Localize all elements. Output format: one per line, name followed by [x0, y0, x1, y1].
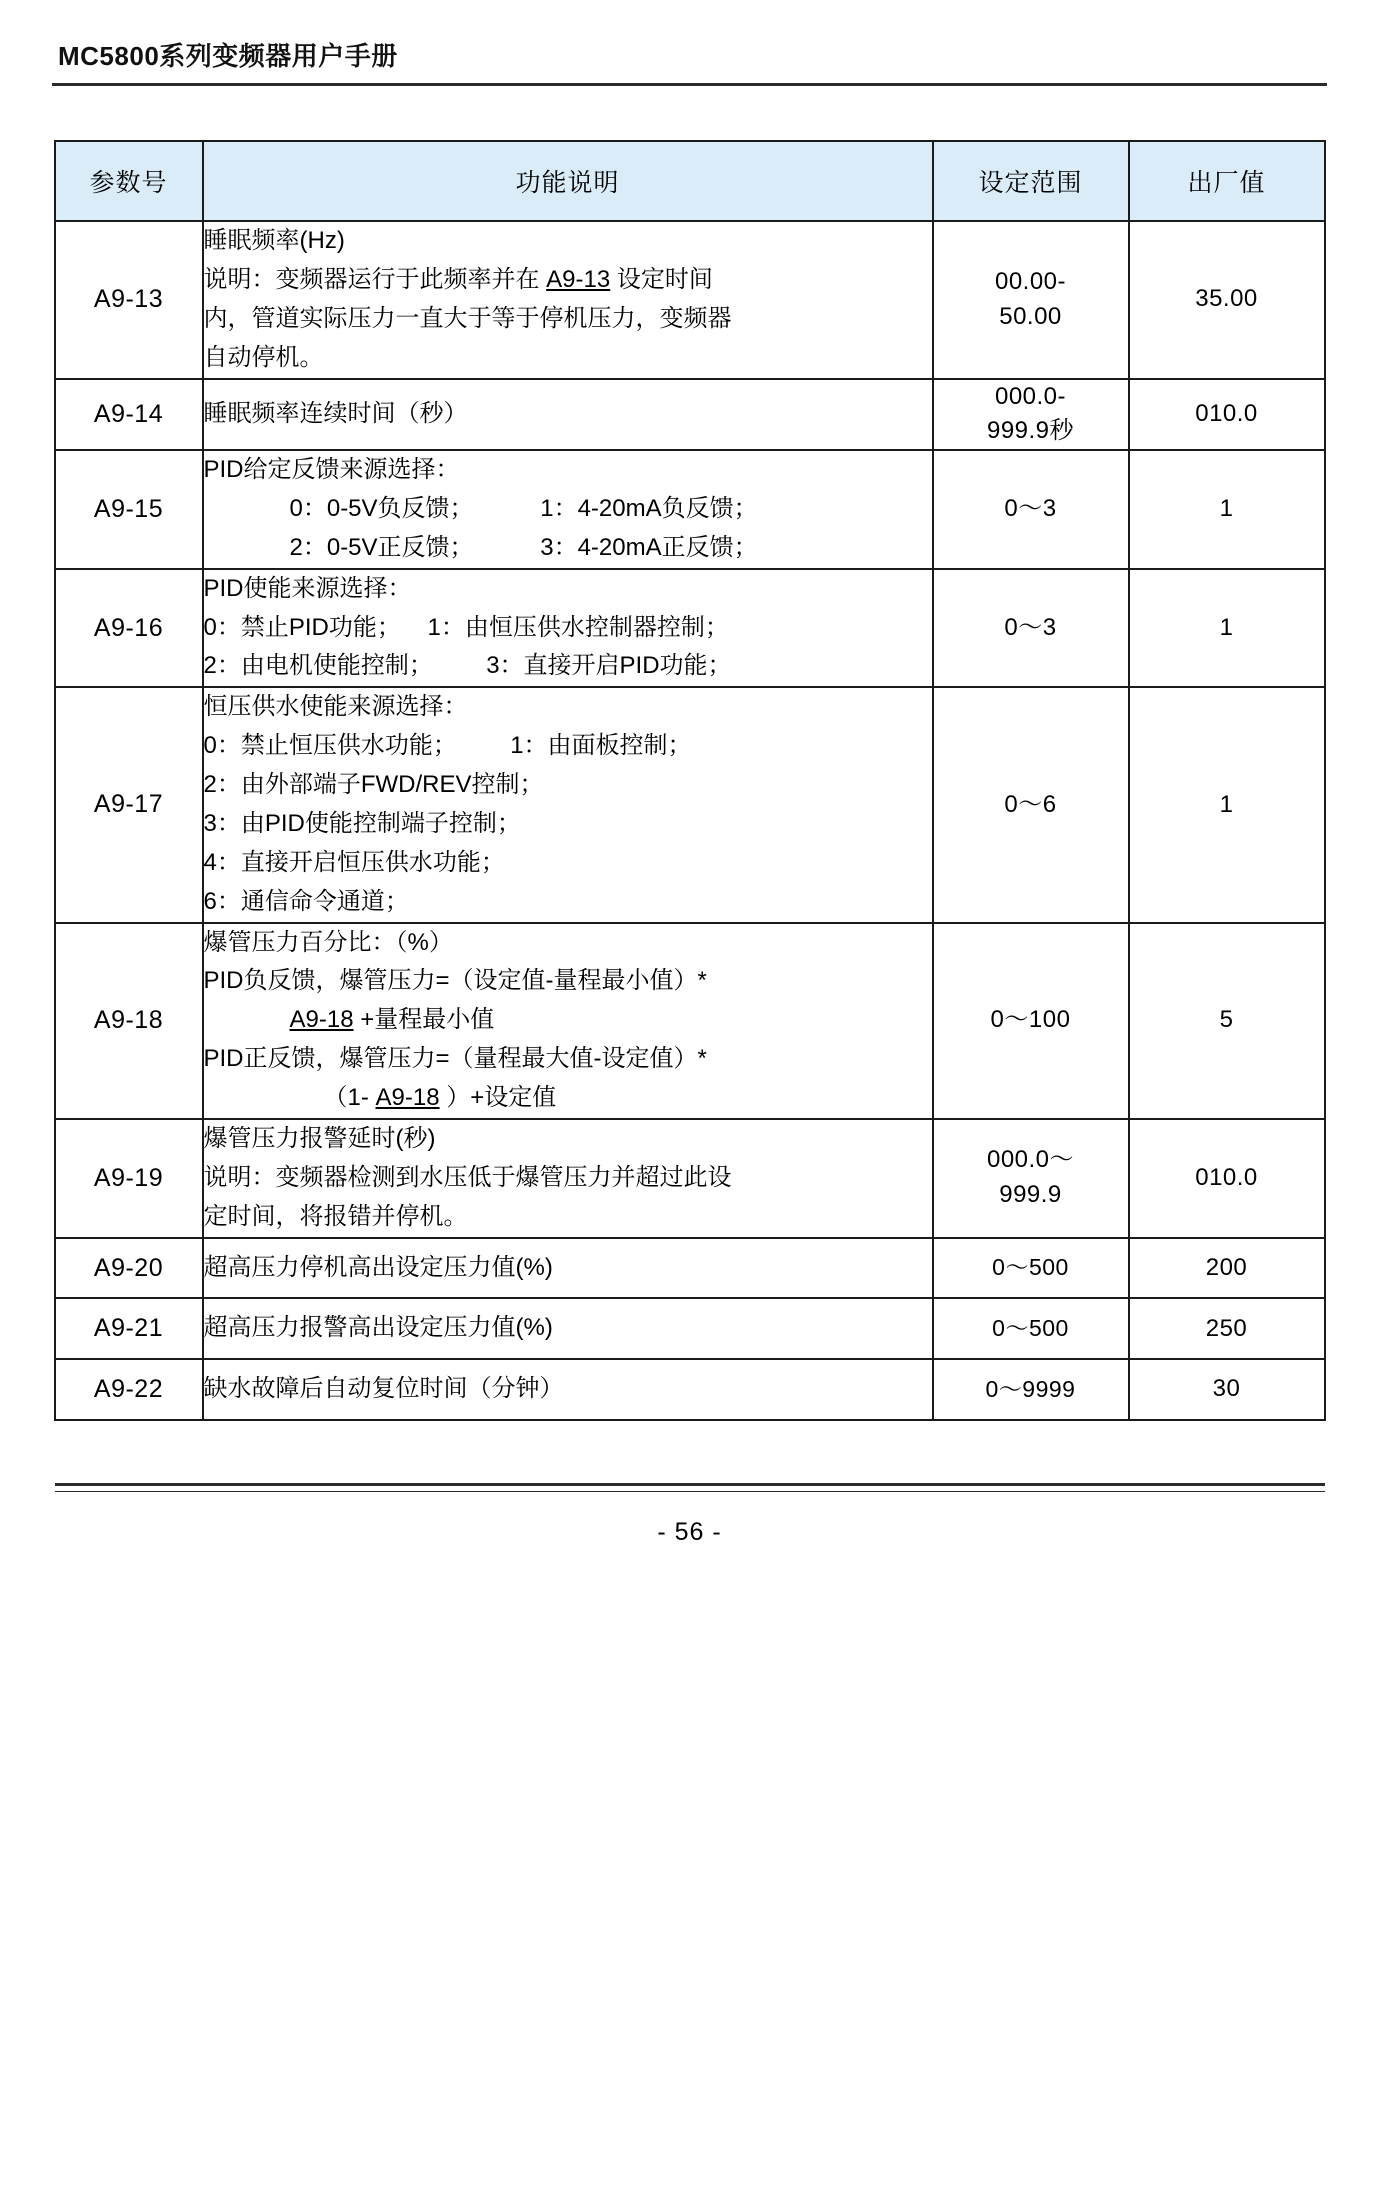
desc-line: 睡眠频率(Hz) — [203, 227, 345, 254]
param-code: A9-17 — [55, 687, 203, 922]
desc-line: 6：通信命令通道； — [203, 887, 409, 915]
param-description — [203, 450, 933, 569]
param-factory-value: 30 — [1129, 1359, 1325, 1420]
param-factory-value: 1 — [1129, 569, 1325, 688]
table-row — [55, 1119, 1325, 1238]
param-code: A9-16 — [55, 569, 203, 688]
param-code: A9-14 — [55, 379, 203, 451]
param-description — [203, 687, 933, 922]
desc-line: 2：由电机使能控制； 3：直接开启PID功能； — [203, 652, 732, 680]
desc-line: A9-18 +量程最小值 — [289, 1006, 495, 1034]
param-code: A9-20 — [55, 1238, 203, 1299]
desc-line: 内，管道实际压力一直大于等于停机压力，变频器 — [203, 304, 732, 332]
range-line: 00.00- — [994, 267, 1067, 295]
desc-line: PID使能来源选择： — [203, 574, 412, 602]
param-code: A9-21 — [55, 1298, 203, 1359]
desc-line: 睡眠频率连续时间（秒） — [203, 399, 468, 427]
table-row — [55, 1298, 1325, 1359]
param-range — [933, 1119, 1129, 1238]
header-divider — [52, 83, 1327, 86]
desc-line: 恒压供水使能来源选择： — [203, 693, 468, 721]
table-body — [55, 221, 1325, 1420]
range-line: 000.0～ — [986, 1146, 1075, 1174]
param-factory-value: 1 — [1129, 687, 1325, 922]
column-header-range: 设定范围 — [933, 141, 1129, 221]
param-code: A9-19 — [55, 1119, 203, 1238]
range-line: 999.9秒 — [986, 417, 1075, 445]
param-code: A9-22 — [55, 1359, 203, 1420]
table-row — [55, 923, 1325, 1119]
param-description — [203, 1298, 933, 1359]
desc-line: 自动停机。 — [203, 343, 324, 371]
table-row — [55, 1359, 1325, 1420]
parameter-table — [54, 140, 1326, 1421]
param-ref: A9-18 — [289, 1006, 354, 1034]
param-description — [203, 1238, 933, 1299]
desc-line: 0：禁止PID功能； 1：由恒压供水控制器控制； — [203, 613, 729, 641]
page-title: MC5800系列变频器用户手册 — [58, 41, 398, 71]
desc-line: 爆管压力百分比：（%） — [203, 928, 453, 956]
desc-line: （1- A9-18 ）+设定值 — [323, 1084, 557, 1112]
param-range: 0～500 — [933, 1298, 1129, 1359]
table-row — [55, 221, 1325, 379]
desc-line: 超高压力停机高出设定压力值(%) — [203, 1253, 553, 1281]
param-range: 0～6 — [933, 687, 1129, 922]
column-header-code: 参数号 — [55, 141, 203, 221]
desc-line: PID负反馈，爆管压力=（设定值-量程最小值）* — [203, 967, 707, 995]
param-code: A9-13 — [55, 221, 203, 379]
param-factory-value: 200 — [1129, 1238, 1325, 1299]
range-line: 000.0- — [994, 382, 1067, 410]
table-row — [55, 379, 1325, 451]
footer-rule-thin — [55, 1491, 1325, 1492]
desc-line: 爆管压力报警延时(秒) — [203, 1124, 436, 1152]
param-ref: A9-13 — [546, 265, 611, 293]
param-code: A9-18 — [55, 923, 203, 1119]
page-number: - 56 - — [657, 1518, 722, 1547]
desc-line: 0：0-5V负反馈； 1：4-20mA负反馈； — [289, 494, 758, 522]
param-code: A9-15 — [55, 450, 203, 569]
param-factory-value: 1 — [1129, 450, 1325, 569]
range-line: 50.00 — [999, 302, 1062, 330]
param-range — [933, 379, 1129, 451]
desc-line: 2：0-5V正反馈； 3：4-20mA正反馈； — [289, 533, 758, 561]
param-ref: A9-18 — [375, 1084, 440, 1112]
desc-line: 0：禁止恒压供水功能； 1：由面板控制； — [203, 732, 692, 760]
table-row — [55, 450, 1325, 569]
table-row — [55, 569, 1325, 688]
desc-line: PID正反馈，爆管压力=（量程最大值-设定值）* — [203, 1045, 707, 1073]
desc-line: 说明：变频器运行于此频率并在 A9-13 设定时间 — [203, 265, 713, 293]
param-factory-value: 010.0 — [1129, 1119, 1325, 1238]
desc-line: 2：由外部端子FWD/REV控制； — [203, 771, 544, 799]
column-header-factory: 出厂值 — [1129, 141, 1325, 221]
param-range: 0～100 — [933, 923, 1129, 1119]
param-factory-value: 5 — [1129, 923, 1325, 1119]
desc-line: 超高压力报警高出设定压力值(%) — [203, 1314, 553, 1342]
table-row — [55, 1238, 1325, 1299]
param-description — [203, 569, 933, 688]
param-description — [203, 221, 933, 379]
desc-line: 3：由PID使能控制端子控制； — [203, 809, 521, 837]
table-row — [55, 687, 1325, 922]
table-header — [55, 141, 1325, 221]
param-range: 0～9999 — [933, 1359, 1129, 1420]
param-factory-value: 010.0 — [1129, 379, 1325, 451]
desc-line: 说明：变频器检测到水压低于爆管压力并超过此设 — [203, 1163, 732, 1191]
param-description — [203, 923, 933, 1119]
table-header-row — [55, 141, 1325, 221]
param-factory-value: 250 — [1129, 1298, 1325, 1359]
desc-line: PID给定反馈来源选择： — [203, 456, 460, 484]
param-range: 0～500 — [933, 1238, 1129, 1299]
param-description — [203, 379, 933, 451]
column-header-description: 功能说明 — [203, 141, 933, 221]
desc-line: 缺水故障后自动复位时间（分钟） — [203, 1375, 564, 1403]
param-range: 0～3 — [933, 450, 1129, 569]
param-description — [203, 1119, 933, 1238]
desc-line: 4：直接开启恒压供水功能； — [203, 848, 505, 876]
param-range: 0～3 — [933, 569, 1129, 688]
param-factory-value: 35.00 — [1129, 221, 1325, 379]
footer-rule-thick — [55, 1483, 1325, 1486]
range-line: 999.9 — [999, 1181, 1062, 1209]
param-range — [933, 221, 1129, 379]
desc-line: 定时间，将报错并停机。 — [203, 1202, 468, 1230]
param-description — [203, 1359, 933, 1420]
footer-divider — [55, 1483, 1325, 1492]
